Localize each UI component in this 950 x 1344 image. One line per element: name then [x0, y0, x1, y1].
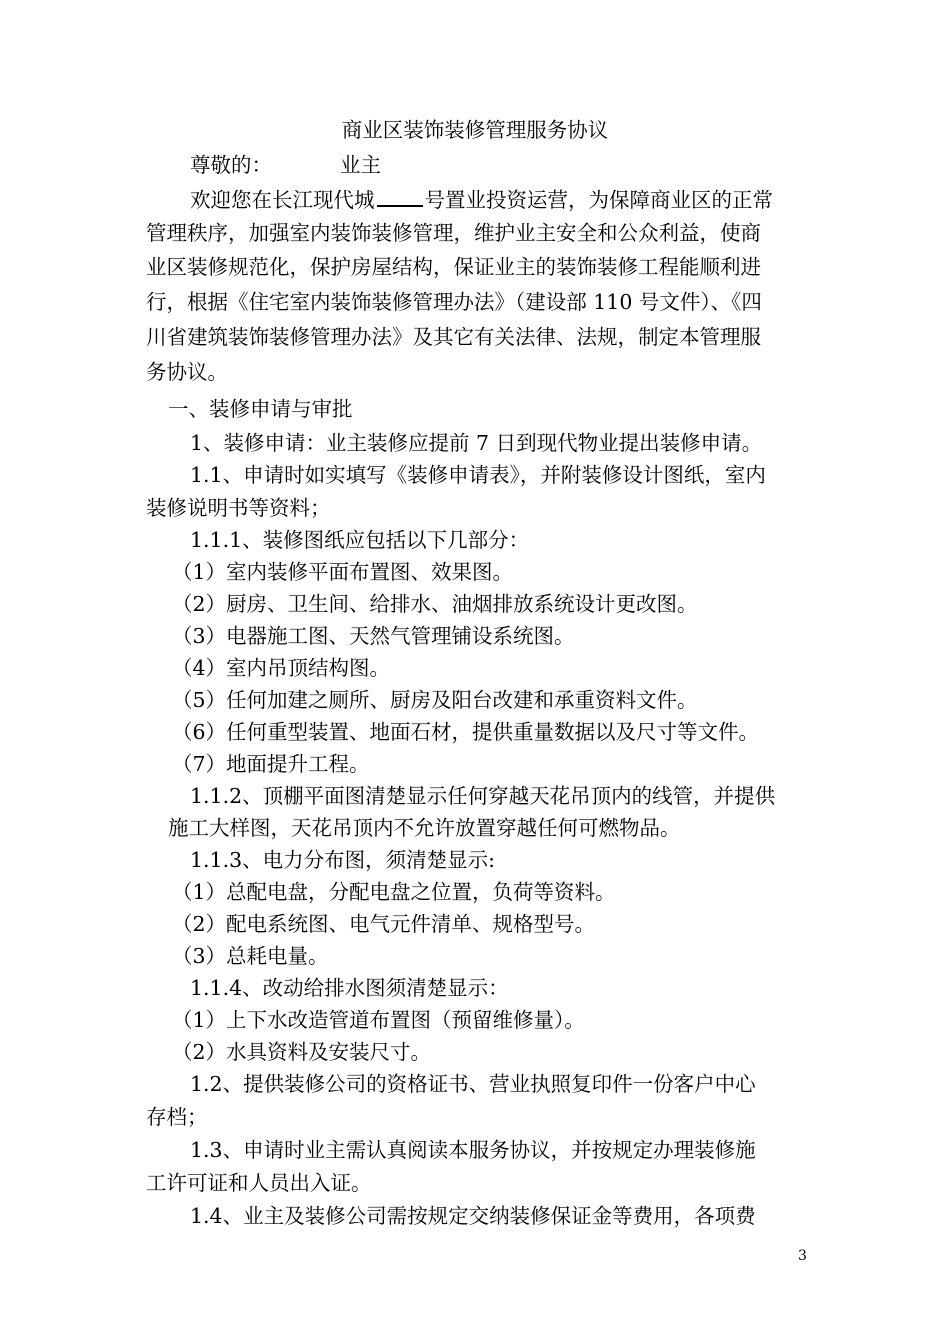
item-1-1-1-heading: 1.1.1、装修图纸应包括以下几部分：: [190, 528, 530, 552]
item-1-3-line-2: 工许可证和人员出入证。: [146, 1171, 372, 1195]
drawing-req-2: （2）厨房、卫生间、给排水、油烟排放系统设计更改图。: [172, 592, 698, 616]
intro-line-6: 务协议。: [146, 360, 228, 384]
drawing-req-6: （6）任何重型装置、地面石材，提供重量数据以及尺寸等文件。: [172, 720, 760, 744]
item-1-1-4-heading: 1.1.4、改动给排水图须清楚显示：: [190, 976, 509, 1000]
unit-number-blank: [377, 185, 423, 207]
salutation-prefix: 尊敬的：: [190, 153, 272, 177]
intro-line-3: 业区装修规范化，保护房屋结构，保证业主的装饰装修工程能顺利进: [146, 255, 761, 279]
drawing-req-5: （5）任何加建之厕所、厨房及阳台改建和承重资料文件。: [172, 688, 698, 712]
page-number: 3: [798, 1248, 807, 1264]
intro-line-5: 川省建筑装饰装修管理办法》及其它有关法律、法规，制定本管理服: [146, 325, 761, 349]
document-title: 商业区装饰装修管理服务协议: [341, 118, 609, 142]
power-req-3: （3）总耗电量。: [172, 944, 329, 968]
salutation: [190, 151, 381, 179]
drawing-req-7: （7）地面提升工程。: [172, 752, 370, 776]
plumbing-req-1: （1）上下水改造管道布置图（预留维修量）。: [172, 1008, 585, 1032]
intro-line-4: 行，根据《住宅室内装饰装修管理办法》（建设部 110 号文件）、《四: [146, 290, 762, 314]
drawing-req-3: （3）电器施工图、天然气管理铺设系统图。: [172, 624, 575, 648]
item-1: 1、装修申请：业主装修应提前 7 日到现代物业提出装修申请。: [190, 431, 763, 455]
intro-line-2: 管理秩序，加强室内装饰装修管理，维护业主安全和公众利益，使商: [146, 221, 761, 245]
drawing-req-1: （1）室内装修平面布置图、效果图。: [172, 560, 514, 584]
item-1-1-3-heading: 1.1.3、电力分布图，须清楚显示:: [190, 848, 496, 872]
plumbing-req-2: （2）水具资料及安装尺寸。: [172, 1040, 432, 1064]
item-1-1-2-line-2: 施工大样图，天花吊顶内不允许放置穿越任何可燃物品。: [168, 816, 681, 840]
intro-line-1: [190, 185, 773, 214]
item-1-2-line-2: 存档；: [146, 1105, 208, 1129]
item-1-1-line-1: 1.1、申请时如实填写《装修申请表》，并附装修设计图纸，室内: [190, 463, 766, 487]
item-1-3-line-1: 1.3、申请时业主需认真阅读本服务协议，并按规定办理装修施: [190, 1138, 756, 1162]
item-1-1-2-line-1: 1.1.2、顶棚平面图清楚显示任何穿越天花吊顶内的线管，并提供: [190, 784, 776, 808]
item-1-2-line-1: 1.2、提供装修公司的资格证书、营业执照复印件一份客户中心: [190, 1072, 756, 1096]
drawing-req-4: （4）室内吊顶结构图。: [172, 656, 391, 680]
intro-line-1-after: 号置业投资运营，为保障商业区的正常: [424, 188, 773, 212]
power-req-1: （1）总配电盘，分配电盘之位置，负荷等资料。: [172, 880, 616, 904]
salutation-name: 业主: [340, 153, 381, 177]
item-1-4-line-1: 1.4、业主及装修公司需按规定交纳装修保证金等费用，各项费: [190, 1204, 756, 1228]
item-1-1-line-2: 装修说明书等资料；: [146, 496, 331, 520]
section-heading-1: 一、装修申请与审批: [168, 397, 353, 421]
intro-line-1-before: 欢迎您在长江现代城: [190, 188, 375, 212]
power-req-2: （2）配电系统图、电气元件清单、规格型号。: [172, 912, 596, 936]
